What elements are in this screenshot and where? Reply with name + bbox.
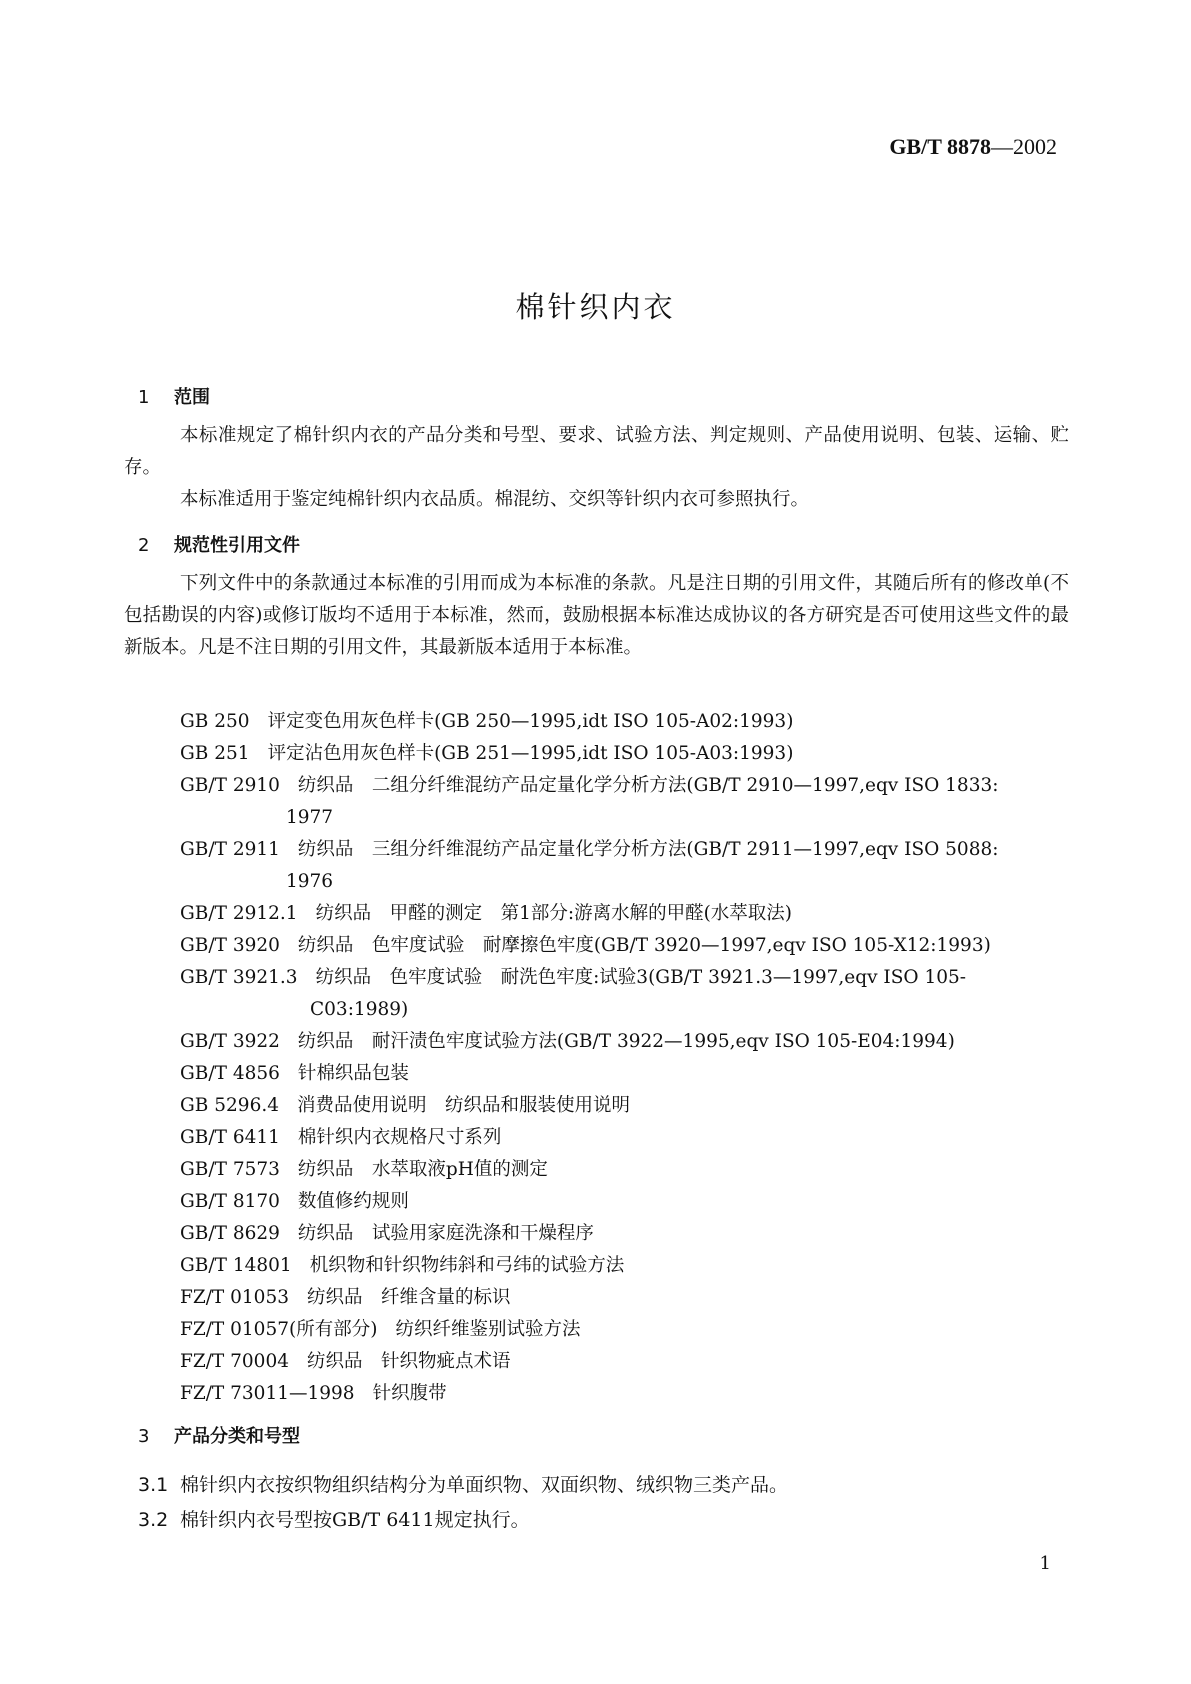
reference-item [180, 1090, 1070, 1122]
reference-code: GB/T 7573 [180, 1159, 280, 1180]
reference-item [180, 1378, 1070, 1410]
reference-item [180, 1122, 1070, 1154]
clause-3-1 [138, 1470, 788, 1497]
reference-title: 纺织品 色牢度试验 耐摩擦色牢度(GB/T 3920—1997,eqv ISO 105-X12:1993) [297, 935, 991, 956]
reference-item [180, 1282, 1070, 1314]
reference-title: 消费品使用说明 纺织品和服装使用说明 [297, 1095, 631, 1116]
section-1-heading [138, 383, 210, 409]
reference-list [180, 706, 1070, 1410]
section-title: 规范性引用文件 [174, 535, 300, 556]
reference-title: 评定沾色用灰色样卡(GB 251—1995,idt ISO 105-A03:1993) [267, 743, 794, 764]
section-title: 范围 [174, 387, 210, 408]
reference-item [180, 1218, 1070, 1250]
reference-code: GB/T 6411 [180, 1127, 280, 1148]
reference-title: 针织腹带 [372, 1383, 447, 1404]
reference-code: GB/T 4856 [180, 1063, 280, 1084]
reference-title: 纺织品 针织物疵点术语 [307, 1351, 511, 1372]
reference-title: 纺织品 耐汗渍色牢度试验方法(GB/T 3922—1995,eqv ISO 105-E04:1994) [297, 1031, 955, 1052]
reference-code: GB/T 2912.1 [180, 903, 298, 924]
reference-title: 纺织品 二组分纤维混纺产品定量化学分析方法(GB/T 2910—1997,eqv ISO 1833: [297, 775, 999, 796]
reference-code: GB/T 8170 [180, 1191, 280, 1212]
reference-item [180, 1314, 1070, 1346]
reference-code: GB/T 2910 [180, 775, 280, 796]
reference-code: FZ/T 01057(所有部分) [180, 1319, 378, 1340]
reference-code: GB 251 [180, 743, 250, 764]
section-title: 产品分类和号型 [174, 1426, 300, 1447]
reference-title: 机织物和针织物纬斜和弓纬的试验方法 [309, 1255, 625, 1276]
reference-item [180, 1250, 1070, 1282]
section-3-heading [138, 1422, 300, 1448]
standard-year: —2002 [991, 134, 1057, 159]
reference-item [180, 1186, 1070, 1218]
reference-title: 纺织纤维鉴别试验方法 [395, 1319, 581, 1340]
reference-item [180, 1154, 1070, 1186]
clause-text: 棉针织内衣按织物组织结构分为单面织物、双面织物、绒织物三类产品。 [180, 1474, 789, 1496]
reference-item [180, 930, 1070, 962]
clause-text: 棉针织内衣号型按GB/T 6411规定执行。 [180, 1509, 530, 1531]
reference-item [180, 706, 1070, 738]
reference-item [180, 898, 1070, 930]
reference-continuation: 1977 [286, 807, 334, 828]
standard-code [889, 134, 1057, 160]
reference-title: 棉针织内衣规格尺寸系列 [297, 1127, 502, 1148]
reference-continuation: C03:1989) [310, 999, 409, 1020]
reference-code: FZ/T 73011—1998 [180, 1383, 355, 1404]
reference-title: 针棉织品包装 [297, 1063, 409, 1084]
reference-code: GB/T 8629 [180, 1223, 280, 1244]
reference-code: GB 5296.4 [180, 1095, 279, 1116]
reference-title: 纺织品 甲醛的测定 第1部分:游离水解的甲醛(水萃取法) [315, 903, 793, 924]
reference-code: GB/T 2911 [180, 839, 280, 860]
reference-title: 纺织品 试验用家庭洗涤和干燥程序 [297, 1223, 594, 1244]
reference-title: 数值修约规则 [297, 1191, 409, 1212]
document-title: 棉针织内衣 [515, 290, 676, 324]
reference-title: 纺织品 纤维含量的标识 [307, 1287, 511, 1308]
reference-item [180, 834, 1070, 898]
reference-code: GB/T 3922 [180, 1031, 280, 1052]
page-number: 1 [1039, 1553, 1051, 1574]
reference-code: GB/T 3921.3 [180, 967, 298, 988]
reference-item [180, 770, 1070, 834]
reference-code: GB/T 3920 [180, 935, 280, 956]
reference-title: 评定变色用灰色样卡(GB 250—1995,idt ISO 105-A02:1993) [267, 711, 794, 732]
scope-paragraph-1: 本标准规定了棉针织内衣的产品分类和号型、要求、试验方法、判定规则、产品使用说明、包装、运输、贮存。 [124, 425, 1069, 478]
reference-code: FZ/T 01053 [180, 1287, 289, 1308]
section-number: 3 [138, 1426, 150, 1447]
section-number: 2 [138, 535, 150, 556]
section-2-heading [138, 531, 300, 557]
normative-intro: 下列文件中的条款通过本标准的引用而成为本标准的条款。凡是注日期的引用文件，其随后所有的修改单(不包括勘误的内容)或修订版均不适用于本标准，然而，鼓励根据本标准达成协议的各方研究是否可使用这些文件的最新版本。凡是不注日期的引用文件，其最新版本适用于本标准。 [124, 573, 1069, 658]
reference-code: GB 250 [180, 711, 250, 732]
reference-item [180, 1346, 1070, 1378]
reference-code: FZ/T 70004 [180, 1351, 289, 1372]
reference-title: 纺织品 三组分纤维混纺产品定量化学分析方法(GB/T 2911—1997,eqv ISO 5088: [297, 839, 999, 860]
reference-continuation: 1976 [286, 871, 334, 892]
reference-title: 纺织品 水萃取液pH值的测定 [297, 1159, 548, 1180]
reference-item [180, 962, 1070, 1026]
reference-item [180, 738, 1070, 770]
reference-item [180, 1058, 1070, 1090]
reference-item [180, 1026, 1070, 1058]
standard-number: GB/T 8878 [889, 134, 991, 159]
clause-number: 3.2 [138, 1509, 169, 1531]
scope-paragraph-2: 本标准适用于鉴定纯棉针织内衣品质。棉混纺、交织等针织内衣可参照执行。 [180, 489, 810, 510]
reference-title: 纺织品 色牢度试验 耐洗色牢度:试验3(GB/T 3921.3—1997,eqv ISO 105- [315, 967, 967, 988]
reference-code: GB/T 14801 [180, 1255, 292, 1276]
clause-number: 3.1 [138, 1474, 169, 1496]
clause-3-2 [138, 1505, 530, 1532]
section-number: 1 [138, 387, 150, 408]
